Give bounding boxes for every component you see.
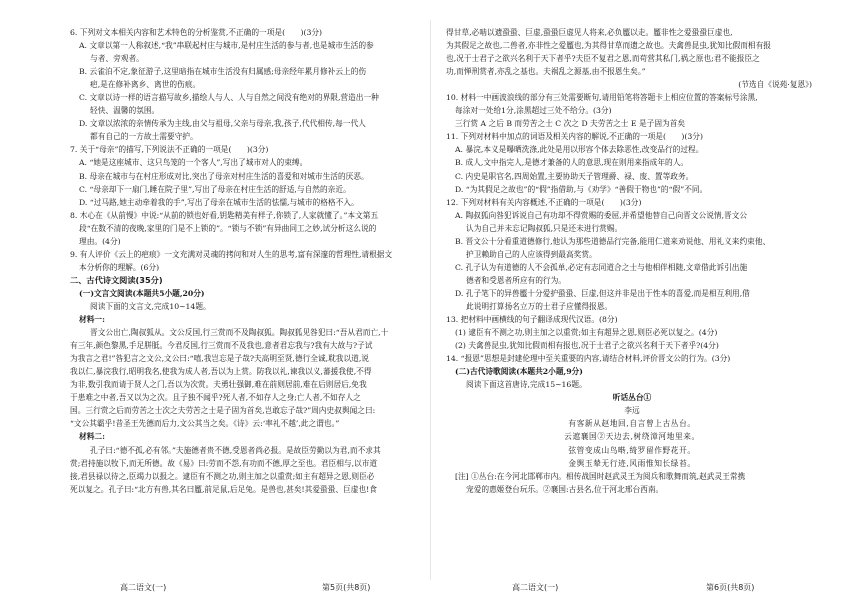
text-line: 功,而惮刑赏者,亦乱之基也。夫祸乱之源基,由不报恩生矣。” [446,67,646,77]
text-line: 国。三行赏之后而劳苦之士次之夫劳苦之士是子固为首矣,岂敢忘子哉?”周内史叔舆闻之曰: [70,406,376,416]
text-line: C. 孔子认为有道德的人不会孤单,必定有志同道合之士与他相伴相随,文章借此诉引出施 [455,262,748,272]
text-line: 护卫赖助自己的人应该得到最高奖赏。 [466,249,597,259]
text-line: (一)文言文阅读(本题共5小题,20分) [79,288,205,298]
text-line: D. “为其假足之故也”的“假”指借助,与《劝学》“善假于物也”的“假”不同。 [455,184,708,194]
text-line: A. “她是这座城市、这只鸟笼的一个客人”,写出了城市对人的束缚。 [79,158,308,168]
text-line: “文公其霸乎!昔圣王先德而后力,文公其当之矣。《诗》云:‘率礼不越’,此之谓也。” [70,419,340,429]
text-line: (1) 逮臣有不测之功,则主加之以重赏;如主有超异之恩,则臣必死以复之。(4分) [455,328,718,338]
text-line: 三行赏 A 之后 B 而劳苦之士 C 次之 D 夫劳苦之士 E 是子固为首矣 [455,119,686,129]
text-line: D. “过马路,她主动牵着我的手”,写出了母亲在城市生活的怯懦,与城市的格格不入。 [79,197,359,207]
text-line: 为我言之君!”咎犯言之文公,文公曰:“嘻,我岂忘是子哉?夫高明至贤,德行全诚,耽我以道,说 [70,354,369,364]
text-line: 9. 有人评价《云上的疤痕》一文充满对灵魂的拷问和对人生的思考,富有深邃的哲理性,请根据文 [70,249,393,259]
text-line: 10. 材料一中画波浪线的部分有三处需要断句,请用铅笔将答题卡上相应位置的答案标号涂黑, [446,93,758,103]
text-line: 接,君县禄以待之,臣竭力以报之。逮臣有不测之功,则主加之以重赏;如主有超异之恩,则臣必 [70,471,375,481]
left-column [70,26,442,496]
text-line: 认为自己并未忘记陶叔狐,只是还未进行赏赐。 [466,223,623,233]
text-line: 11. 下列对材料中加点的词语及相关内容的解说,不正确的一项是( )(3分) [446,132,703,142]
text-line: B. 成人,文中指完人,是德才兼备的人的意思,现在则用来指成年的人。 [455,158,689,168]
text-line: C. 内史是职官名,四周始置,主要协助天子管理爵、禄、废、置等政务。 [455,171,694,181]
text-line: (二)古代诗歌阅读(本题共2小题,9分) [455,367,583,377]
text-line: 为非,数引我而请于贤人之门,吾以为次赏。夫勇壮强御,难在前则居前,难在后则居后,免我 [70,380,367,390]
text-line: A. 暴浣,本义是曝晒洗涤,此处是用以形容个体去除恶性,改变品行的过程。 [455,145,704,155]
text-line: 有客新从赵地回,自言曾上古丛台。 [568,419,696,429]
text-line: 为其假足之故也,二兽者,亦非性之爱蟨也,为其得甘草而遗之故也。夫禽兽昆虫,犹知比假而相有报 [446,41,771,51]
text-line: (节选自《说苑·复恩》) [738,80,812,90]
text-line: D. 文章以浓浓的亲情传承为主线,由父与祖母,父亲与母亲,我,孩子,代代相传,每一代人 [79,119,366,129]
text-line: 德者和受恩者所应有的行为。 [466,275,566,285]
text-line: C. 文章以诗一样的语言描写故乡,描绘人与人、人与自然之间没有绝对的界限,营造出一种 [79,93,379,103]
text-line: 我以仁,暴浣我行,昭明我名,使我为成人者,吾以为上赏。防我以礼,谏我以义,蕃援我使,不得 [70,367,372,377]
text-line: 此说明打算扬名立万的士君子应懂得报恩。 [466,301,613,311]
text-line: 得甘草,必啮以遗蛩蛩、巨虚,蛩蛩巨虚见人将来,必负蟨以走。蟨非性之爱蛩蛩巨虚也, [446,28,733,37]
text-line: 材料二: [79,432,105,442]
text-line: 死以复之。孔子曰:“北方有兽,其名曰蟨,前足鼠,后足兔。是兽也,甚矣!其爱蛩蛩、巨虚也!食 [70,484,377,494]
text-line: 7. 关于“母亲”的描写,下列说法不正确的一项是( )(3分) [70,145,269,155]
text-line: 12. 下列对材料有关内容概述,不正确的一项是( )(3分) [446,197,642,207]
text-line: 赏;君持施以牧下,而无所德。故《易》曰:劳而不怨,有功而不德,厚之至也。君臣相与,以市道 [70,458,378,468]
text-line: 本分析你的理解。(6分) [79,262,160,272]
text-line: (2) 夫禽兽昆虫,犹知比假而相有报也,况于士君子之欲兴名利于天下者乎?(4分) [455,341,719,351]
text-line: 宠爱的惠姬登台玩乐。②襄国:古县名,位于河北邢台西南。 [466,484,664,494]
text-line: 段“在数不清的夜晚,家里的门是不上锁的”。“锁与不锁”有异曲同工之妙,试分析这么说的 [79,223,377,233]
text-line: 8. 木心在《从前慢》中说:“从前的锁也好看,钥匙精美有样子,你锁了,人家就懂了。”本文第五 [70,210,379,220]
text-line: 金舆玉辇无行迹,风雨惟知长绿苔。 [568,458,696,468]
text-line: 有三年,颜色黎黑,手足胼胝。今君反国,行三赏而不及我也,意者君忘我与?我有大故与?子试 [70,341,373,351]
text-line: B. 云雀泊不定,象征游子,这里暗指在城市生活没有归属感;母亲经年累月修补云上的伤 [79,67,367,77]
text-line: 阅读下面这首唐诗,完成15~16题。 [466,380,587,390]
text-line: C. “母亲却下一扇门,睡在院子里”,写出了母亲在村庄生活的舒适,与自然的亲近。 [79,184,351,194]
text-line: 孔子曰:“德不孤,必有邻。”夫施德者贵不德,受恩者尚必报。是故臣劳勤以为君,而不求其 [90,445,381,455]
text-line: 与者、旁观者。 [90,54,144,64]
text-line: 李远 [624,406,640,416]
text-line: 云遮襄国②天边去,树绕漳河地里来。 [564,432,700,442]
text-line: 13. 把材料中画横线的句子翻译成现代汉语。(8分) [446,315,618,325]
text-line: 轻快、温馨的氛围。 [90,106,160,116]
text-line: 14. “报恩”思想是封建伦理中至关重要的内容,请结合材料,评价晋文公的行为。(3分) [446,354,731,364]
footer-right-page: 第6页(共8页) [706,583,755,592]
text-line: 材料一: [79,315,105,325]
text-line: 都有自己的一方故土需要守护。 [90,132,198,142]
text-line: 理由。(4分) [79,236,121,246]
right-column [446,26,818,496]
text-line: B. 晋文公十分看重道德修行,他认为那些道德品行完备,能用仁道来劝说他、用礼义来约束他、 [455,236,771,246]
text-line: 二、古代诗文阅读(35分) [70,274,163,285]
text-line: A. 陶叔狐向咎犯诉说自己有功却不得赏赐的委屈,并希望他替自己向晋文公说情,晋文公 [455,210,748,220]
text-line: 疤,是在修补离乡、离世的伤痕。 [90,80,201,90]
text-line: 于患难之中者,吾又以为之次。且子独不闻乎?死人者,不如存人之身;亡人者,不如存人之 [70,393,361,403]
text-line: A. 文章以第一人称叙述,“我”串联起村庄与城市,是村庄生活的参与者,也是城市生活的参 [79,41,374,51]
text-line: 晋文公出亡,陶叔狐从。文公反国,行三赏而不及陶叔狐。陶叔狐见咎犯曰:“吾从君而亡,十 [90,328,389,338]
text-line: 每涂对一处给1分,涂黑超过三处不给分。(3分) [455,106,612,116]
text-line: D. 孔子笔下的异兽蟨十分爱护蛩蛩、巨虚,但这并非是出于性本的喜爱,而是相互利用,借 [455,288,750,298]
footer-left-page: 第5页(共8页) [322,583,371,592]
column-divider [430,20,431,580]
footer-right-class: 高二语文(一) [512,583,559,592]
footer-left-class: 高二语文(一) [120,583,167,592]
text-line: [注] ①丛台:在今河北邯郸市内。相传战国时赵武灵王为阅兵和歌舞而筑,赵武灵王常携 [455,471,746,481]
text-line: 听话丛台① [612,393,652,403]
text-line: 阅读下面的文言文,完成10~14题。 [90,301,211,311]
text-line: B. 母亲在城市与在村庄形成对比,突出了母亲对村庄生活的喜爱和对城市生活的厌恶。 [79,171,369,181]
text-line: 也,况于士君子之欲兴名利于天下者乎?夫臣不复君之恩,而苟营其私门,祸之原也;君不能报臣之 [446,54,760,64]
text-line: 6. 下列对文本相关内容和艺术特色的分析鉴赏,不正确的一项是( )(3分) [70,28,323,37]
text-line: 弦管变成山鸟啭,绮罗留作野花开。 [568,445,696,455]
